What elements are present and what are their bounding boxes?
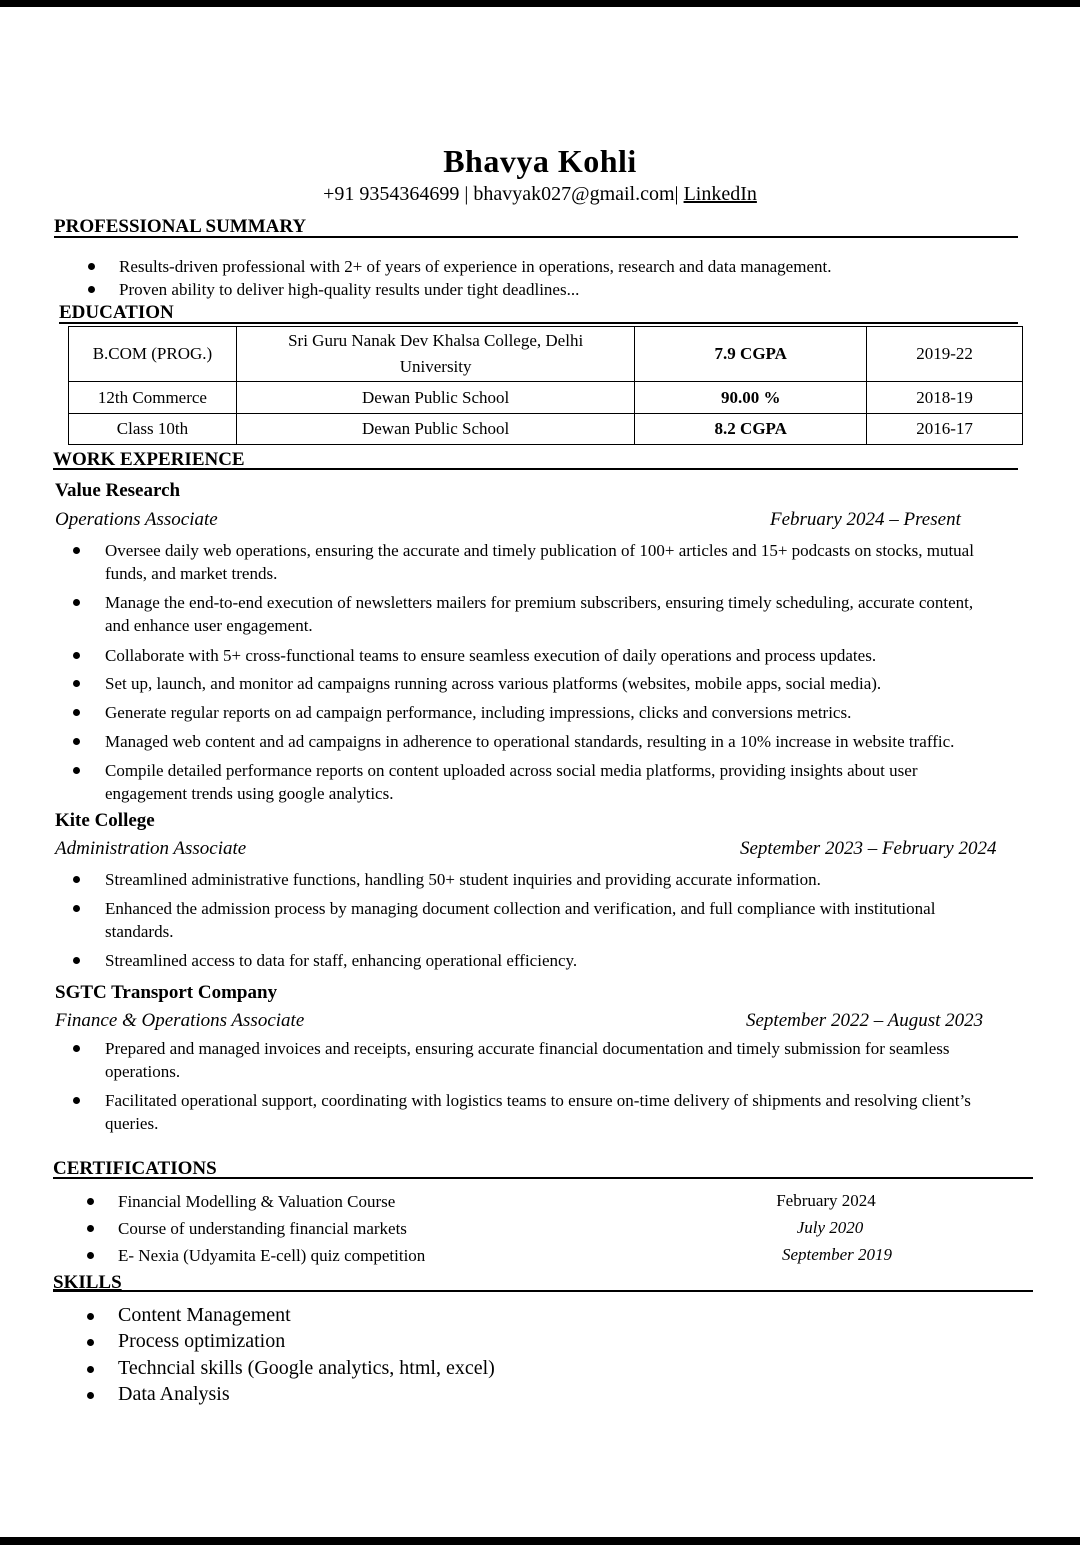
institution-line: University	[399, 357, 472, 376]
bullet-dot	[73, 876, 80, 883]
summary-rule	[54, 236, 1018, 238]
certification-date: September 2019	[781, 1245, 892, 1264]
summary-item: Proven ability to deliver high-quality results under tight deadlines...	[119, 280, 580, 299]
bullet-dot	[87, 1339, 94, 1346]
degree-cell: Class 10th	[69, 414, 237, 445]
table-row	[69, 327, 1023, 382]
job-bullet: Set up, launch, and monitor ad campaigns running across various platforms (websites, mobile apps, social media).	[105, 674, 882, 693]
bullet-dot	[73, 1045, 80, 1052]
bullet-dot	[87, 1225, 94, 1232]
bullet-dot	[87, 1366, 94, 1373]
institution-cell	[236, 327, 635, 382]
job-role: Finance & Operations Associate	[55, 1010, 305, 1031]
job-dates: September 2022 – August 2023	[746, 1010, 984, 1031]
bullet-dot	[73, 738, 80, 745]
certification-date: February 2024	[776, 1191, 876, 1210]
certification-date: July 2020	[796, 1218, 864, 1237]
bullet-dot	[73, 1097, 80, 1104]
top-border	[0, 0, 1080, 7]
job-dates: February 2024 – Present	[770, 509, 961, 530]
skills-heading: SKILLS	[53, 1272, 122, 1293]
summary-heading: PROFESSIONAL SUMMARY	[54, 216, 307, 237]
certification-name: Financial Modelling & Valuation Course	[118, 1192, 396, 1211]
job-bullet: Prepared and managed invoices and receipts, ensuring accurate financial documentation and timely submission for seamless operations.	[105, 1039, 950, 1081]
degree-cell: 12th Commerce	[69, 382, 237, 414]
skill-item: Data Analysis	[118, 1383, 230, 1405]
job-dates: September 2023 – February 2024	[740, 838, 997, 859]
summary-item: Results-driven professional with 2+ of years of experience in operations, research and data management.	[119, 257, 832, 276]
job-bullet: Collaborate with 5+ cross-functional teams to ensure seamless execution of daily operations and process updates.	[105, 646, 877, 665]
bullet-dot	[88, 286, 95, 293]
years-cell: 2016-17	[867, 414, 1023, 445]
experience-heading: WORK EXPERIENCE	[53, 449, 245, 470]
certifications-rule	[53, 1177, 1033, 1179]
job-bullet: Generate regular reports on ad campaign performance, including impressions, clicks and conversions metrics.	[105, 703, 852, 722]
job-bullet: Enhanced the admission process by managing document collection and verification, and full compliance with institutional standards.	[105, 899, 936, 941]
bullet-dot	[88, 263, 95, 270]
table-row	[69, 414, 1023, 445]
skills-rule	[53, 1290, 1033, 1292]
job-bullet: Manage the end-to-end execution of newsletters mailers for premium subscribers, ensuring timely scheduling, accurate content, and enhance user engagement.	[105, 593, 974, 635]
score-cell: 90.00 %	[635, 382, 867, 414]
years-cell: 2018-19	[867, 382, 1023, 414]
job-bullet: Compile detailed performance reports on content uploaded across social media platforms, providing insights about user engagement trends using google analytics.	[105, 761, 918, 803]
certifications-heading: CERTIFICATIONS	[53, 1158, 217, 1179]
education-table	[68, 326, 1023, 445]
certification-name: E- Nexia (Udyamita E-cell) quiz competition	[118, 1246, 426, 1265]
bottom-border	[0, 1537, 1080, 1545]
job-role: Administration Associate	[55, 838, 247, 859]
certification-name: Course of understanding financial markets	[118, 1219, 407, 1238]
job-bullet: Managed web content and ad campaigns in adherence to operational standards, resulting in a 10% increase in website traffic.	[105, 732, 955, 751]
bullet-dot	[73, 709, 80, 716]
degree-cell: B.COM (PROG.)	[69, 327, 237, 382]
job-bullet: Oversee daily web operations, ensuring the accurate and timely publication of 100+ articles and 15+ podcasts on stocks, mutual funds, and market trends.	[105, 541, 974, 583]
job-bullet: Streamlined administrative functions, handling 50+ student inquiries and providing accurate information.	[105, 870, 821, 889]
skill-item: Techncial skills (Google analytics, html, excel)	[118, 1357, 495, 1379]
job-bullet: Streamlined access to data for staff, enhancing operational efficiency.	[105, 951, 578, 970]
company-name: SGTC Transport Company	[55, 982, 278, 1003]
bullet-dot	[73, 599, 80, 606]
bullet-dot	[73, 767, 80, 774]
company-name: Value Research	[55, 480, 181, 501]
institution-line: Sri Guru Nanak Dev Khalsa College, Delhi	[288, 331, 584, 350]
bullet-dot	[73, 652, 80, 659]
years-cell: 2019-22	[867, 327, 1023, 382]
education-rule	[59, 322, 1018, 324]
skill-item: Content Management	[118, 1304, 291, 1326]
bullet-dot	[87, 1392, 94, 1399]
bullet-dot	[73, 680, 80, 687]
score-cell: 7.9 CGPA	[635, 327, 867, 382]
bullet-dot	[73, 905, 80, 912]
linkedin-link[interactable]: LinkedIn	[683, 183, 757, 205]
score-cell: 8.2 CGPA	[635, 414, 867, 445]
bullet-dot	[73, 547, 80, 554]
job-bullet: Facilitated operational support, coordinating with logistics teams to ensure on-time delivery of shipments and resolving client’s queries.	[105, 1091, 971, 1133]
bullet-dot	[87, 1252, 94, 1259]
bullet-dot	[87, 1313, 94, 1320]
company-name: Kite College	[55, 810, 155, 831]
contact-line	[0, 183, 1080, 206]
skill-item: Process optimization	[118, 1330, 286, 1352]
contact-info: +91 9354364699 | bhavyak027@gmail.com|	[323, 183, 684, 205]
job-role: Operations Associate	[55, 509, 218, 530]
table-row	[69, 382, 1023, 414]
bullet-dot	[73, 957, 80, 964]
institution-cell: Dewan Public School	[236, 414, 635, 445]
bullet-dot	[87, 1198, 94, 1205]
education-heading: EDUCATION	[59, 302, 174, 323]
experience-rule	[53, 468, 1018, 470]
institution-cell: Dewan Public School	[236, 382, 635, 414]
candidate-name: Bhavya Kohli	[443, 143, 637, 179]
